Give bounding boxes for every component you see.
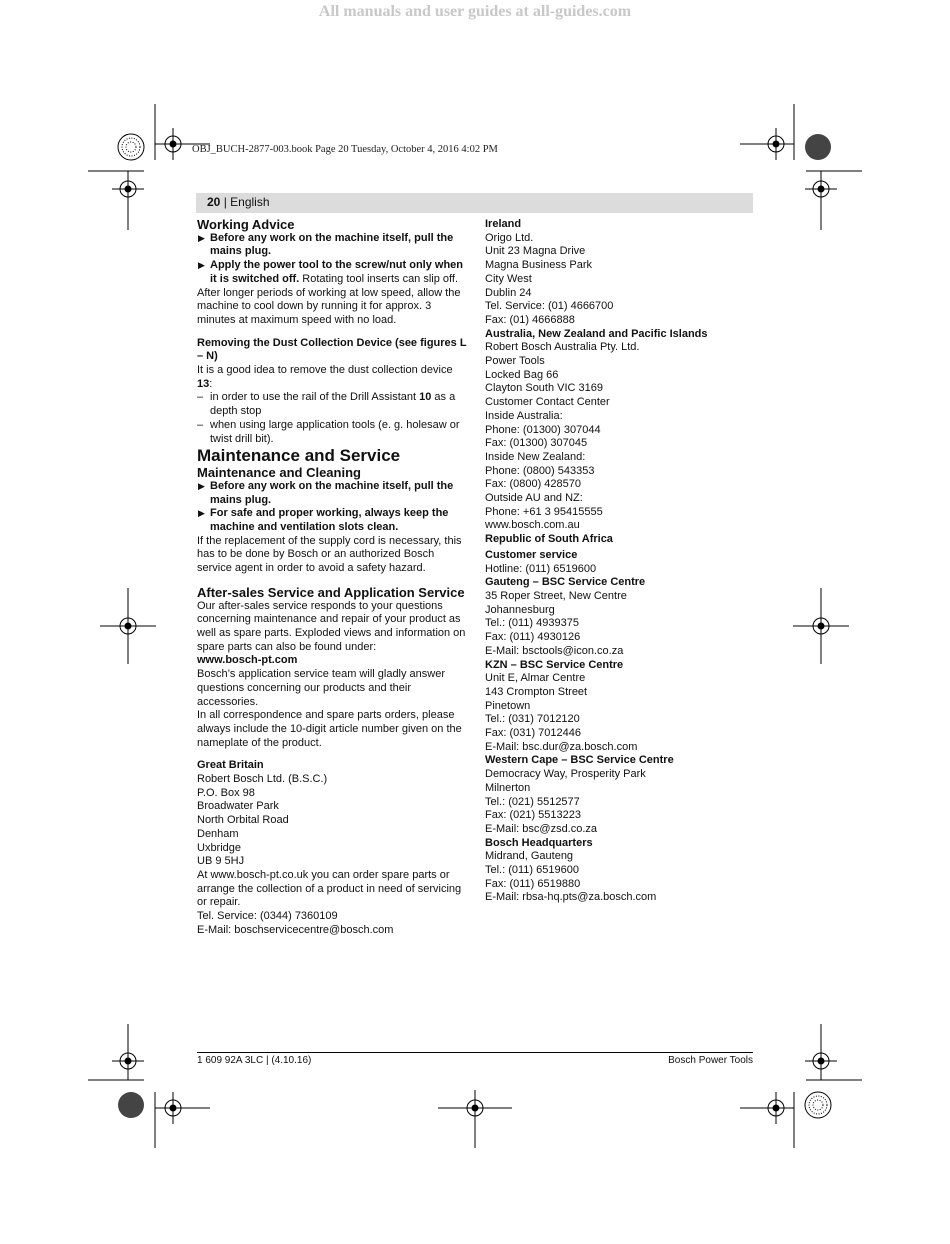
- footer-rule: [197, 1052, 753, 1053]
- triangle-bullet-icon: ▶: [198, 232, 205, 243]
- paragraph: After longer periods of working at low speed, allow the machine to cool down by running it for approx. 3 minutes at maximum speed with no load.: [197, 286, 461, 326]
- country-title-australia: Australia, New Zealand and Pacific Islands: [485, 327, 708, 340]
- header-language: English: [230, 195, 270, 209]
- footer-article-number: 1 609 92A 3LC | (4.10.16): [197, 1055, 312, 1066]
- paragraph: Our after-sales service responds to your questions concerning maintenance and repair of your product as well as spare parts. Exploded views and information on spare parts can also be found under:: [197, 599, 466, 653]
- watermark: All manuals and user guides at all-guides.com: [318, 3, 632, 20]
- title-gauteng: Gauteng – BSC Service Centre: [485, 576, 646, 589]
- book-info-line: OBJ_BUCH-2877-003.book Page 20 Tuesday, October 4, 2016 4:02 PM: [192, 144, 498, 155]
- address-block-western-cape: Democracy Way, Prosperity Park Milnerton Tel.: (021) 5512577 Fax: (021) 5513223 E-Mail: bsc@zsd.co.za: [485, 768, 646, 835]
- country-title-south-africa: Republic of South Africa: [485, 533, 613, 546]
- page-header-bar: [196, 193, 753, 213]
- address-block-great-britain: Robert Bosch Ltd. (B.S.C.) P.O. Box 98 Broadwater Park North Orbital Road Denham Uxbridge UB 9 5HJ At www.bosch-pt.co.uk you can order spare parts or arrange the collection of a product in need of servicing or repair. Tel. Service: (0344) 7360109 E-Mail: boschservicecentre@bosch.com: [197, 773, 462, 936]
- dash-list-item: – in order to use the rail of the Drill Assistant 10 as a depth stop: [197, 391, 456, 418]
- address-block-hq: Midrand, Gauteng Tel.: (011) 6519600 Fax: (011) 6519880 E-Mail: rbsa-hq.pts@za.bosch.com: [485, 850, 657, 904]
- address-block-gauteng: 35 Roper Street, New Centre Johannesburg Tel.: (011) 4939375 Fax: (011) 4930126 E-Mail: bsctools@icon.co.za: [485, 589, 627, 657]
- paragraph: Bosch’s application service team will gladly answer questions concerning our products and their accessories.: [197, 668, 446, 708]
- warning-bullet: ▶ Before any work on the machine itself, pull the mains plug.: [198, 479, 454, 506]
- title-western-cape: Western Cape – BSC Service Centre: [485, 754, 674, 767]
- footer-brand: Bosch Power Tools: [668, 1055, 753, 1066]
- page-number: 20: [207, 195, 221, 209]
- triangle-bullet-icon: ▶: [198, 508, 205, 519]
- address-block-ireland: Origo Ltd. Unit 23 Magna Drive Magna Business Park City West Dublin 24 Tel. Service: (01) 4666700 Fax: (01) 4666888: [485, 231, 614, 326]
- country-title-ireland: Ireland: [485, 218, 522, 230]
- address-block-australia: Robert Bosch Australia Pty. Ltd. Power Tools Locked Bag 66 Clayton South VIC 3169 Customer Contact Center Inside Australia: Phone: (01300) 307044 Fax: (01300) 307045 Inside New Zealand: Phone: (0800) 543353 Fax: (0800) 428570 Outside AU and NZ: Phone: +61 3 95415555 www.bosch.com.au: [485, 341, 640, 532]
- paragraph: If the replacement of the supply cord is necessary, this has to be done by Bosch or an authorized Bosch service agent in order to avoid a safety hazard.: [197, 534, 462, 575]
- dash-list-item: – when using large application tools (e. g. holesaw or twist drill bit).: [197, 418, 460, 445]
- section-title-maintenance-service: Maintenance and Service: [197, 446, 401, 466]
- header-separator: |: [220, 195, 231, 209]
- warning-bullet: ▶ For safe and proper working, always keep the machine and ventilation slots clean.: [198, 507, 449, 534]
- section-title-after-sales: After-sales Service and Application Service: [197, 584, 465, 600]
- title-kzn: KZN – BSC Service Centre: [485, 658, 624, 671]
- website-link[interactable]: www.bosch-pt.com: [197, 654, 298, 667]
- address-block-kzn: Unit E, Almar Centre 143 Crompton Street Pinetown Tel.: (031) 7012120 Fax: (031) 7012446 E-Mail: bsc.dur@za.bosch.com: [485, 672, 638, 753]
- subtitle-customer-service: Customer service: [485, 548, 578, 561]
- registration-mark-icon: [112, 173, 144, 205]
- triangle-bullet-icon: ▶: [198, 260, 205, 271]
- section-title-maintenance-cleaning: Maintenance and Cleaning: [197, 465, 361, 481]
- solid-target-icon: [118, 1092, 144, 1118]
- paragraph: In all correspondence and spare parts orders, please always include the 10-digit article number given on the nameplate of the product.: [197, 709, 462, 749]
- star-target-icon: [805, 1092, 831, 1118]
- triangle-bullet-icon: ▶: [198, 480, 205, 491]
- title-bosch-hq: Bosch Headquarters: [485, 836, 593, 849]
- right-column: [485, 218, 753, 905]
- country-title-great-britain: Great Britain: [197, 759, 264, 772]
- warning-bullet: ▶ Before any work on the machine itself, pull the mains plug.: [198, 231, 454, 258]
- registration-mark-icon: [157, 128, 189, 160]
- hotline: Hotline: (011) 6519600: [485, 562, 597, 575]
- registration-mark-icon: [805, 173, 837, 205]
- star-target-icon: [118, 134, 144, 160]
- subsection-title-dust: Removing the Dust Collection Device (see figures L – N): [197, 336, 467, 363]
- left-column: [197, 218, 467, 937]
- solid-target-icon: [805, 134, 831, 160]
- registration-mark-icon: [760, 128, 792, 160]
- warning-bullet: ▶ Apply the power tool to the screw/nut only when it is switched off. Rotating tool inserts can slip off.: [198, 259, 464, 285]
- section-title-working-advice: Working Advice: [197, 217, 295, 232]
- paragraph: It is a good idea to remove the dust collection device 13:: [197, 364, 453, 390]
